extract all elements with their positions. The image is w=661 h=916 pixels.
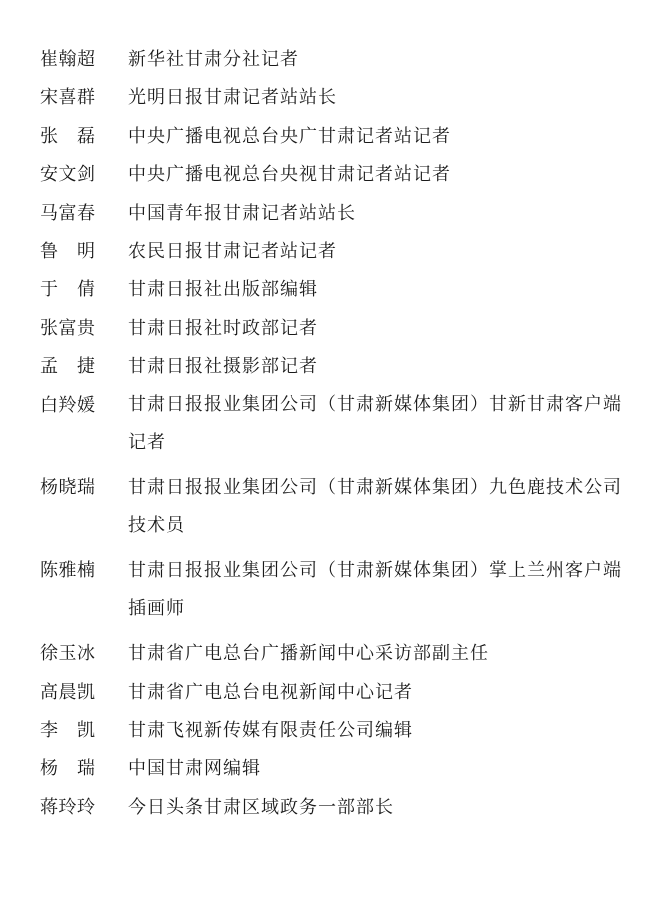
person-title: 甘肃日报报业集团公司（甘肃新媒体集团）九色鹿技术公司技术员 bbox=[128, 476, 622, 536]
list-item bbox=[40, 46, 640, 73]
person-title: 中国青年报甘肃记者站站长 bbox=[128, 202, 356, 224]
person-name: 张富贵 bbox=[40, 317, 96, 339]
list-item bbox=[40, 161, 640, 188]
person-name: 孟 捷 bbox=[40, 356, 96, 378]
person-title: 光明日报甘肃记者站站长 bbox=[128, 87, 337, 109]
person-name: 安文剑 bbox=[40, 164, 96, 186]
list-item bbox=[40, 717, 640, 744]
list-item bbox=[40, 755, 640, 782]
person-name: 鲁 明 bbox=[40, 240, 96, 262]
person-title: 今日头条甘肃区域政务一部部长 bbox=[128, 796, 394, 818]
list-item bbox=[40, 200, 640, 227]
person-title: 中央广播电视总台央视甘肃记者站记者 bbox=[128, 164, 451, 186]
person-name: 宋喜群 bbox=[40, 87, 96, 109]
person-title: 甘肃日报社出版部编辑 bbox=[128, 279, 318, 301]
list-item bbox=[40, 353, 640, 380]
list-item bbox=[40, 557, 640, 628]
list-item bbox=[40, 84, 640, 111]
list-item bbox=[40, 679, 640, 706]
person-title: 甘肃日报报业集团公司（甘肃新媒体集团）掌上兰州客户端插画师 bbox=[128, 559, 622, 619]
person-name: 张 磊 bbox=[40, 125, 96, 147]
list-item bbox=[40, 123, 640, 150]
personnel-list bbox=[40, 46, 640, 832]
person-title: 甘肃飞视新传媒有限责任公司编辑 bbox=[128, 719, 413, 741]
person-name: 杨晓瑞 bbox=[40, 477, 96, 499]
list-item bbox=[40, 238, 640, 265]
person-name: 于 倩 bbox=[40, 279, 96, 301]
person-title: 中国甘肃网编辑 bbox=[128, 758, 261, 780]
person-name: 高晨凯 bbox=[40, 681, 96, 703]
person-title: 甘肃日报社摄影部记者 bbox=[128, 356, 318, 378]
person-title: 中央广播电视总台央广甘肃记者站记者 bbox=[128, 125, 451, 147]
person-name: 崔翰超 bbox=[40, 49, 96, 70]
person-name: 白羚媛 bbox=[40, 394, 96, 416]
person-name: 陈雅楠 bbox=[40, 560, 96, 582]
list-item bbox=[40, 392, 640, 463]
list-item bbox=[40, 315, 640, 342]
person-name: 李 凯 bbox=[40, 719, 96, 741]
person-title: 甘肃省广电总台电视新闻中心记者 bbox=[128, 681, 413, 703]
list-item bbox=[40, 794, 640, 821]
person-title: 甘肃省广电总台广播新闻中心采访部副主任 bbox=[128, 643, 489, 665]
list-item bbox=[40, 474, 640, 545]
person-title: 甘肃日报报业集团公司（甘肃新媒体集团）甘新甘肃客户端记者 bbox=[128, 394, 622, 454]
person-name: 杨 瑞 bbox=[40, 758, 96, 780]
person-title: 新华社甘肃分社记者 bbox=[128, 49, 299, 70]
list-item bbox=[40, 640, 640, 667]
person-title: 甘肃日报社时政部记者 bbox=[128, 317, 318, 339]
person-name: 徐玉冰 bbox=[40, 643, 96, 665]
person-title: 农民日报甘肃记者站记者 bbox=[128, 240, 337, 262]
person-name: 马富春 bbox=[40, 202, 96, 224]
person-name: 蒋玲玲 bbox=[40, 796, 96, 818]
list-item bbox=[40, 276, 640, 303]
